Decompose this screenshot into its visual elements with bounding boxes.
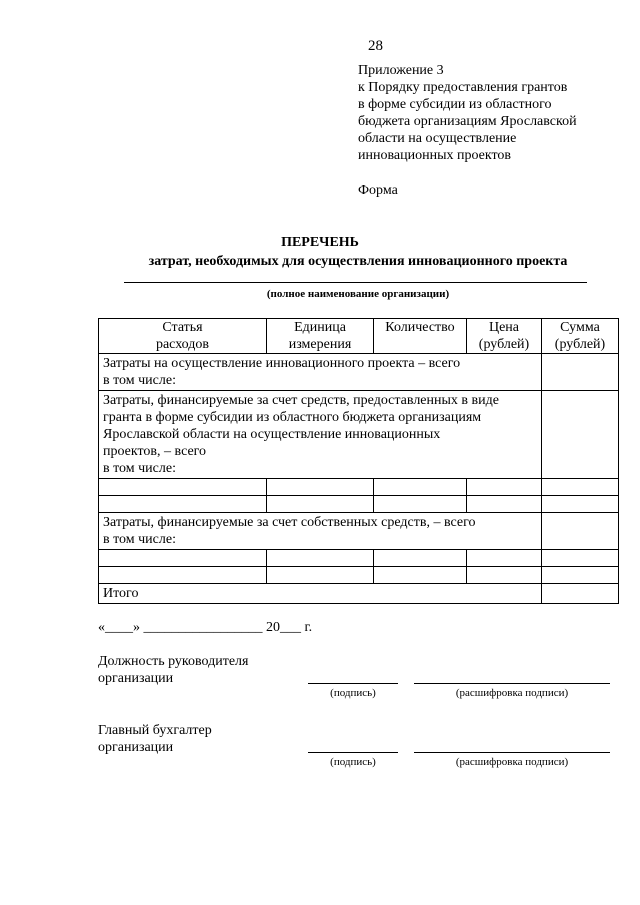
signature-line[interactable] [308, 752, 398, 753]
appendix-line: Приложение 3 [358, 63, 444, 78]
header-cell: Цена (рублей) [467, 319, 542, 354]
signature-title: Должность руководителя организации [98, 654, 249, 686]
amount-cell[interactable] [542, 354, 619, 391]
name-decoding-line[interactable] [414, 683, 610, 684]
amount-cell[interactable] [542, 391, 619, 479]
organization-name-line [124, 282, 587, 283]
page-number: 28 [368, 38, 383, 54]
document-title: ПЕРЕЧЕНЬ [281, 235, 359, 250]
header-cell: Количество [374, 319, 467, 354]
appendix-header [358, 62, 618, 164]
table-cell[interactable] [374, 567, 467, 584]
table-cell[interactable] [467, 550, 542, 567]
signature-line[interactable] [308, 683, 398, 684]
table-cell[interactable] [542, 550, 619, 567]
appendix-line: инновационных проектов [358, 148, 512, 163]
total-label: Итого [99, 584, 542, 604]
table-cell[interactable] [267, 496, 374, 513]
table-cell[interactable] [267, 479, 374, 496]
date-line[interactable]: «____» _________________ 20___ г. [98, 620, 313, 635]
table-row [99, 584, 619, 604]
section-cell: Затраты, финансируемые за счет собственных средств, – всего в том числе: [99, 513, 542, 550]
name-decoding-caption: (расшифровка подписи) [455, 687, 569, 699]
signature-title: Главный бухгалтер организации [98, 723, 212, 755]
table-row [99, 391, 619, 479]
appendix-line: бюджета организациям Ярославской [358, 114, 577, 129]
table-row [99, 567, 619, 584]
table-row [99, 496, 619, 513]
table-header-row [99, 319, 619, 354]
header-cell: Сумма (рублей) [542, 319, 619, 354]
table-cell[interactable] [267, 567, 374, 584]
table-cell[interactable] [542, 567, 619, 584]
table-cell[interactable] [467, 496, 542, 513]
table-cell[interactable] [374, 496, 467, 513]
appendix-line: к Порядку предоставления грантов [358, 80, 568, 95]
section-cell: Затраты, финансируемые за счет средств, предоставленных в виде гранта в форме субсидии из областного бюджета организациям Ярославской области на осуществление инновационных проектов, – всего в том числе: [99, 391, 542, 479]
table-cell[interactable] [542, 496, 619, 513]
table-row [99, 550, 619, 567]
table-row [99, 479, 619, 496]
table-cell[interactable] [99, 479, 267, 496]
table-row [99, 354, 619, 391]
appendix-line: области на осуществление [358, 131, 517, 146]
table-row [99, 513, 619, 550]
total-amount-cell[interactable] [542, 584, 619, 604]
form-label: Форма [358, 183, 398, 198]
table-cell[interactable] [467, 567, 542, 584]
organization-name-caption: (полное наименование организации) [266, 288, 450, 300]
costs-table [98, 318, 619, 604]
appendix-line: в форме субсидии из областного [358, 97, 552, 112]
document-subtitle: затрат, необходимых для осуществления инновационного проекта [148, 254, 568, 269]
table-cell[interactable] [99, 496, 267, 513]
name-decoding-caption: (расшифровка подписи) [455, 756, 569, 768]
amount-cell[interactable] [542, 513, 619, 550]
section-cell: Затраты на осуществление инновационного проекта – всего в том числе: [99, 354, 542, 391]
table-cell[interactable] [374, 479, 467, 496]
signature-caption: (подпись) [330, 756, 376, 768]
header-cell: Единица измерения [267, 319, 374, 354]
table-cell[interactable] [374, 550, 467, 567]
table-cell[interactable] [99, 567, 267, 584]
table-cell[interactable] [467, 479, 542, 496]
table-cell[interactable] [99, 550, 267, 567]
table-cell[interactable] [267, 550, 374, 567]
name-decoding-line[interactable] [414, 752, 610, 753]
header-cell: Статья расходов [99, 319, 267, 354]
signature-caption: (подпись) [330, 687, 376, 699]
table-cell[interactable] [542, 479, 619, 496]
